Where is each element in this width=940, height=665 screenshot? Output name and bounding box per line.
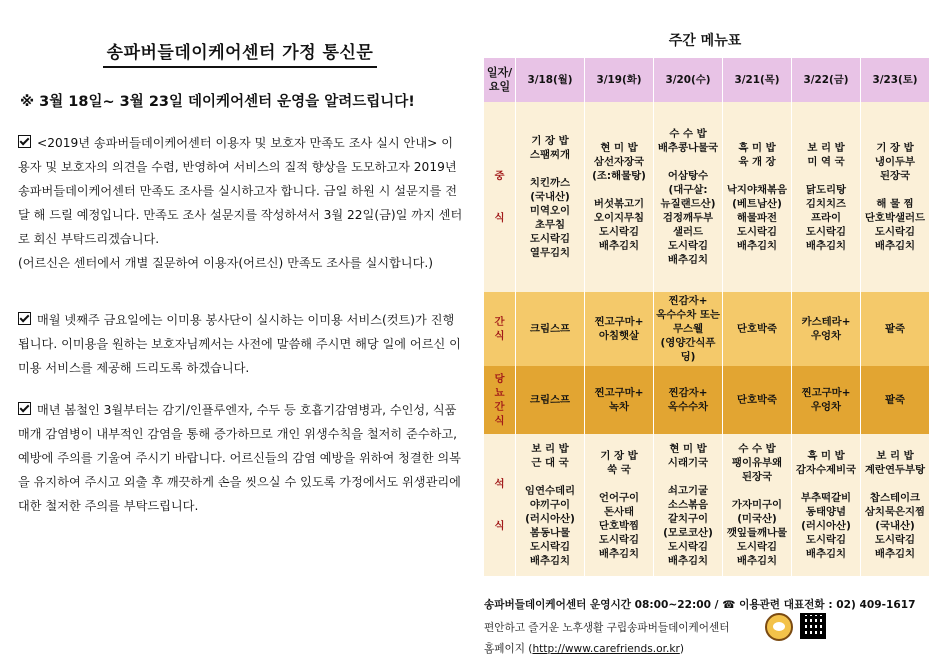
menu-cell: 보 리 밥 미 역 국 닭도리탕 김치치즈 프라이 도시락김 배추김치 xyxy=(792,102,861,292)
menu-corner-cell: 일자/ 요일 xyxy=(484,58,516,102)
notice-headline: ※ 3월 18일~ 3월 23일 데이케어센터 운영을 알려드립니다! xyxy=(20,94,415,110)
menu-cell: 찐감자+ 옥수수차 xyxy=(654,366,723,434)
menu-cell: 기 장 밥 스팸찌개 치킨까스 (국내산) 미역오이 초무침 도시락김 열무김치 xyxy=(516,102,585,292)
menu-category-cell: 석 식 xyxy=(484,434,516,576)
menu-cell: 찐고구마+ 아침햇살 xyxy=(585,292,654,366)
menu-day-header: 3/21(목) xyxy=(723,58,792,102)
paragraph-lead: <2019년 송파버들데이케어센터 이용자 및 보호자 만족도 조사 실시 안내> xyxy=(37,136,438,150)
menu-title: 주간 메뉴표 xyxy=(668,33,742,49)
menu-row-snack xyxy=(484,292,930,366)
menu-cell: 단호박죽 xyxy=(723,292,792,366)
menu-cell: 흑 미 밥 감자수제비국 부추떡갈비 동태양념 (러시아산) 도시락김 배추김치 xyxy=(792,434,861,576)
menu-cell: 현 미 밥 시래기국 쇠고기굴 소스볶음 갈치구이 (모로코산) 도시락김 배추김치 xyxy=(654,434,723,576)
paragraph-body: 매년 봄철인 3월부터는 감기/인플루엔자, 수두 등 호흡기감염병과, 수인성, 식품 매개 감염병이 내부적인 감염을 통해 증가하므로 개인 위생수칙을 철저히 준수하고, 예방에 주의를 기울여 주시기 바랍니다. 어르신들의 감염 예방을 위하여 청결한 의복을 유지하여 주시고 외출 후 깨끗하게 손을 씻으실 수 있도록 가정에서도 위생관리에 대한 철저한 주의를 부탁드립니다. xyxy=(18,403,461,513)
menu-cell: 카스테라+ 우엉차 xyxy=(792,292,861,366)
operating-hours: 송파버들데이케어센터 운영시간 08:00~22:00 / ☎ 이용관련 대표전화 : 02) 409-1617 xyxy=(484,599,916,611)
menu-cell: 찐감자+ 옥수수차 또는 무스웰 (영양간식푸딩) xyxy=(654,292,723,366)
menu-cell: 기 장 밥 쑥 국 언어구이 돈사태 단호박찜 도시락김 배추김치 xyxy=(585,434,654,576)
checkbox-icon xyxy=(18,312,31,325)
homepage-label: 홈페이지 ( xyxy=(484,643,533,655)
notice-section xyxy=(16,0,464,665)
notice-title: 송파버들데이케어센터 가정 통신문 xyxy=(16,38,464,63)
paragraph-body: 매월 넷째주 금요일에는 이미용 봉사단이 실시하는 이미용 서비스(컷트)가 진행됩니다. 이미용을 원하는 보호자님께서는 사전에 말씀해 주시면 해당 일에 어르신 이미용 서비스를 제공해 드리도록 하겠습니다. xyxy=(18,313,461,375)
menu-category-cell: 당 뇨 간 식 xyxy=(484,366,516,434)
menu-cell: 팥죽 xyxy=(861,366,930,434)
logo-icon xyxy=(765,613,793,641)
menu-cell: 찐고구마+ 우엉차 xyxy=(792,366,861,434)
weekly-menu-table xyxy=(484,58,930,576)
notice-paragraph-hygiene xyxy=(18,398,464,518)
menu-cell: 기 장 밥 냉이두부 된장국 해 물 찜 단호박샐러드 도시락김 배추김치 xyxy=(861,102,930,292)
menu-section xyxy=(480,0,930,665)
menu-row-diabetic-snack xyxy=(484,366,930,434)
homepage-close: ) xyxy=(679,643,684,655)
menu-row-dinner xyxy=(484,434,930,576)
paragraph-body: 이용자 및 보호자의 의견을 수렴, 반영하여 서비스의 질적 향상을 도모하고자 2019년 송파버들데이케어센터 만족도 조사를 실시하고자 합니다. 금일 하원 시 설문지를 전달 해 드릴 예정입니다. 만족도 조사 설문지를 작성하셔서 3월 22일(금)일 까지 센터로 회신 부탁드리겠습니다. xyxy=(18,136,463,246)
homepage-line xyxy=(484,641,684,656)
menu-day-header: 3/20(수) xyxy=(654,58,723,102)
menu-day-header: 3/23(토) xyxy=(861,58,930,102)
menu-category-cell: 간 식 xyxy=(484,292,516,366)
menu-cell: 수 수 밥 배추콩나물국 어삼탕수 (대구살: 뉴질랜드산) 검정깨두부 샐러드 도시락김 배추김치 xyxy=(654,102,723,292)
menu-row-lunch xyxy=(484,102,930,292)
menu-cell: 현 미 밥 삼선자장국 (조:해물탕) 버섯볶고기 오이지무침 도시락김 배추김치 xyxy=(585,102,654,292)
menu-cell: 크림스프 xyxy=(516,292,585,366)
checkbox-icon xyxy=(18,135,31,148)
homepage-link[interactable]: http://www.carefriends.or.kr xyxy=(532,643,680,655)
menu-cell: 보 리 밥 계란연두부탕 찹스테이크 삼치묵은지찜 (국내산) 도시락김 배추김치 xyxy=(861,434,930,576)
paragraph-note: (어르신은 센터에서 개별 질문하여 이용자(어르신) 만족도 조사를 실시합니다.) xyxy=(18,256,433,270)
menu-day-header: 3/22(금) xyxy=(792,58,861,102)
menu-day-header: 3/19(화) xyxy=(585,58,654,102)
qr-code-icon xyxy=(800,613,826,639)
notice-paragraph-haircut xyxy=(18,308,464,380)
checkbox-icon xyxy=(18,402,31,415)
menu-cell: 찐고구마+ 녹차 xyxy=(585,366,654,434)
menu-day-header: 3/18(월) xyxy=(516,58,585,102)
notice-paragraph-survey xyxy=(18,131,464,275)
menu-cell: 보 리 밥 근 대 국 임연수데리 야끼구이 (러시아산) 봄동나물 도시락김 배추김치 xyxy=(516,434,585,576)
menu-cell: 크림스프 xyxy=(516,366,585,434)
menu-cell: 흑 미 밥 육 개 장 낙지야채볶음 (베트남산) 해물파전 도시락김 배추김치 xyxy=(723,102,792,292)
menu-cell: 팥죽 xyxy=(861,292,930,366)
menu-header-row xyxy=(484,58,930,102)
menu-category-cell: 중 식 xyxy=(484,102,516,292)
menu-cell: 단호박죽 xyxy=(723,366,792,434)
center-slogan: 편안하고 즐거운 노후생활 구립송파버들데이케어센터 xyxy=(484,622,730,634)
menu-cell: 수 수 밥 팽이유부왜 된장국 가자미구이 (미국산) 깻잎들깨나물 도시락김 배추김치 xyxy=(723,434,792,576)
